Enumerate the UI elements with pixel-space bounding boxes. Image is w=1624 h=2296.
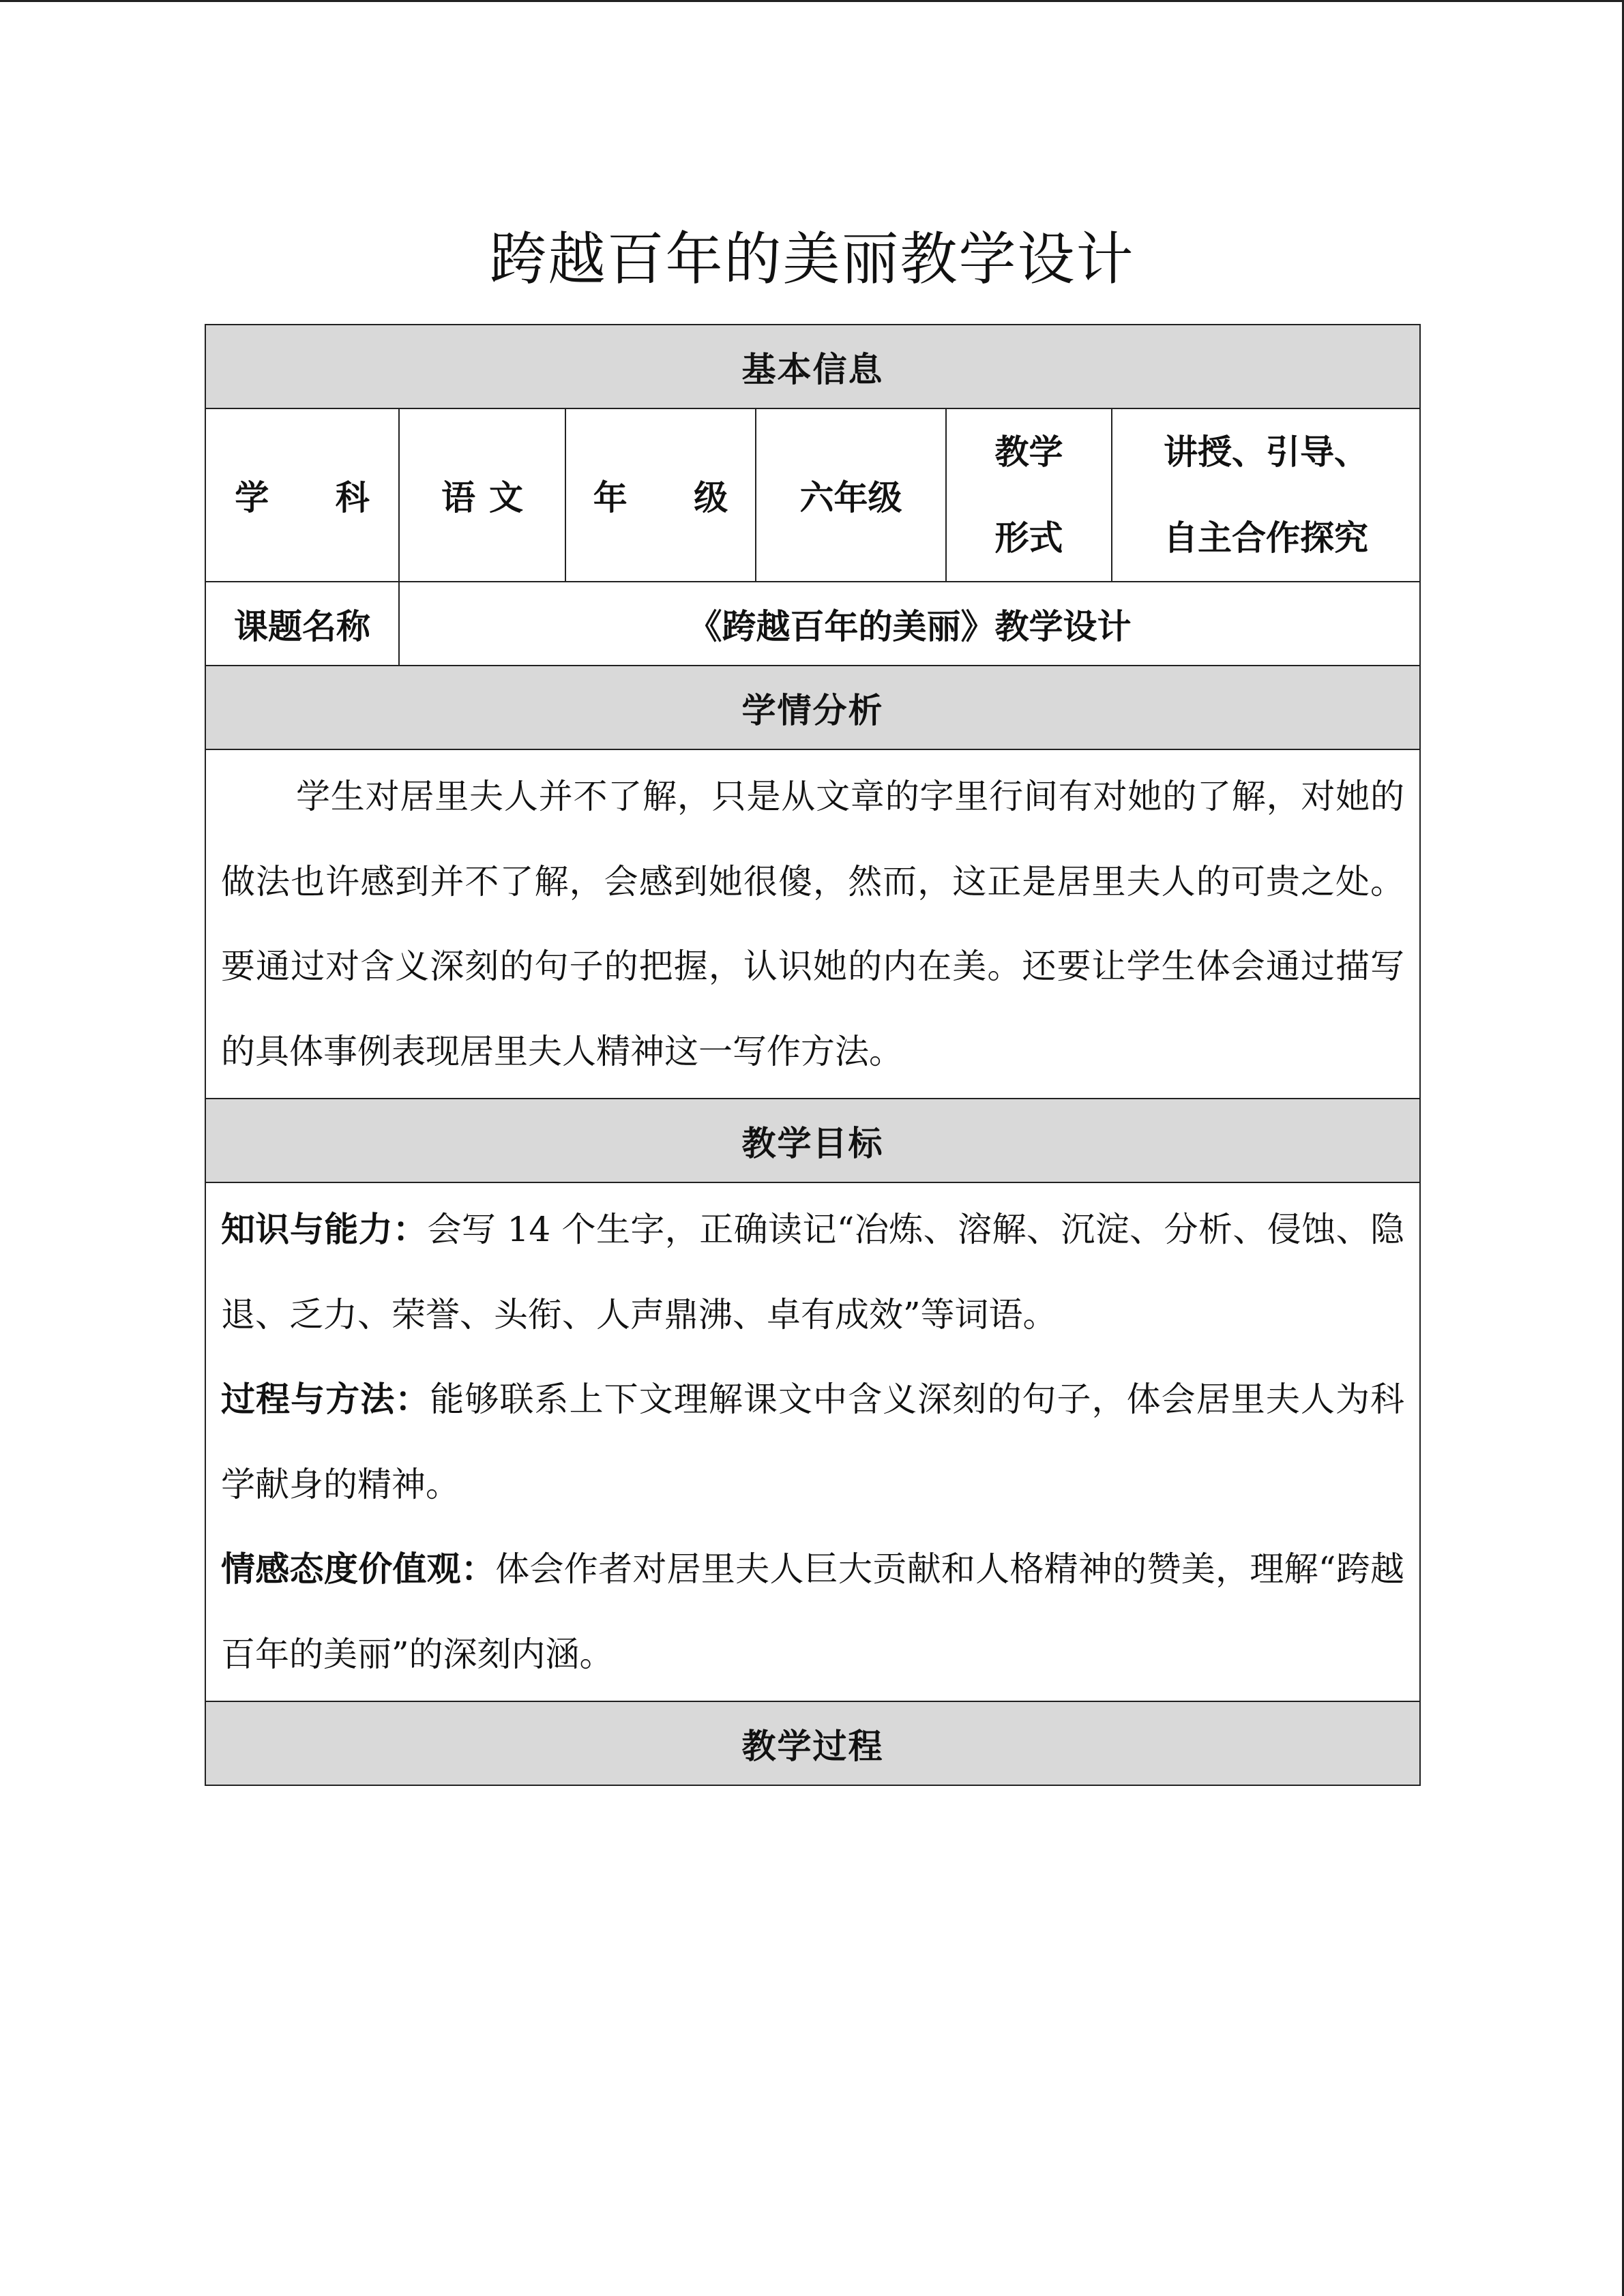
objectives-header: 教学目标	[205, 1099, 1420, 1182]
form-label-line2: 形式	[994, 518, 1063, 558]
learner-analysis-header: 学情分析	[205, 666, 1420, 749]
topic-row	[205, 582, 1420, 666]
objective-knowledge-text: 会写 14 个生字，正确读记“冶炼、溶解、沉淀、分析、侵蚀、隐退、乏力、荣誉、头衔、人声鼎沸、卓有成效”等词语。	[221, 1210, 1404, 1335]
objective-process-label: 过程与方法：	[221, 1380, 430, 1419]
document-title: 跨越百年的美丽教学设计	[489, 226, 1135, 293]
topic-value: 《跨越百年的美丽》教学设计	[399, 582, 1420, 666]
form-label-cell	[946, 408, 1112, 582]
objective-process-text: 能够联系上下文理解课文中含义深刻的句子，体会居里夫人为科学献身的精神。	[221, 1380, 1405, 1504]
grade-label-cell	[565, 408, 756, 582]
basic-info-header-row	[205, 325, 1420, 408]
objectives-header-row	[205, 1099, 1420, 1182]
objective-knowledge	[221, 1187, 1404, 1357]
grade-value-cell	[756, 408, 946, 582]
learner-analysis-cell	[205, 749, 1420, 1099]
topic-label: 课题名称	[205, 582, 399, 666]
basic-info-header: 基本信息	[205, 325, 1420, 408]
subject-label-cell	[205, 408, 399, 582]
form-value-line2: 自主合作探究	[1164, 518, 1368, 558]
grade-label: 年 级	[593, 478, 756, 518]
page-top-rule	[0, 0, 1624, 2]
form-label-line1: 教学	[994, 432, 1063, 472]
objective-attitude	[221, 1527, 1404, 1697]
lesson-plan-table	[205, 324, 1421, 1786]
form-value-cell	[1112, 408, 1420, 582]
grade-value: 六年级	[799, 478, 902, 518]
objectives-row	[205, 1182, 1420, 1701]
subject-value: 语文	[441, 478, 537, 518]
subject-value-cell	[399, 408, 565, 582]
process-header: 教学过程	[205, 1701, 1420, 1785]
learner-analysis-text: 学生对居里夫人并不了解，只是从文章的字里行间有对她的了解，对她的做法也许感到并不了解，会感到她很傻，然而，这正是居里夫人的可贵之处。要通过对含义深刻的句子的把握，认识她的内在美。还要让学生体会通过描写的具体事例表现居里夫人精神这一写作方法。	[221, 777, 1404, 1071]
objectives-cell	[205, 1182, 1420, 1701]
subject-label: 学 科	[235, 478, 397, 518]
learner-analysis-header-row	[205, 666, 1420, 749]
form-value-line1: 讲授、引导、	[1164, 432, 1368, 472]
objective-attitude-label: 情感态度价值观：	[221, 1549, 496, 1589]
learner-analysis-row	[205, 749, 1420, 1099]
process-header-row	[205, 1701, 1420, 1785]
objective-process	[221, 1357, 1404, 1527]
objective-knowledge-label: 知识与能力：	[221, 1210, 428, 1249]
basic-info-row	[205, 408, 1420, 582]
objective-attitude-text: 体会作者对居里夫人巨大贡献和人格精神的赞美，理解“跨越百年的美丽”的深刻内涵。	[221, 1549, 1405, 1674]
